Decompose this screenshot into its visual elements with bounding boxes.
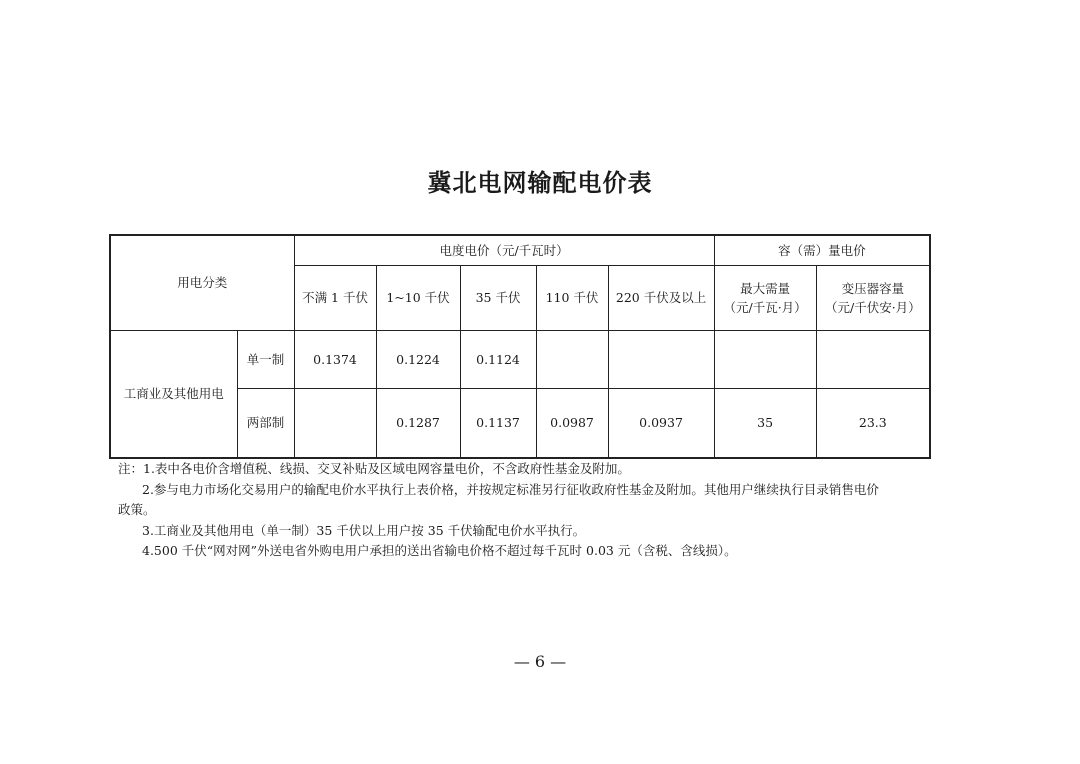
voltage-level-header: 110 千伏 [536, 265, 608, 330]
pricing-system-label: 单一制 [237, 330, 294, 388]
category-header: 用电分类 [110, 235, 294, 330]
document-title: 冀北电网输配电价表 [427, 169, 653, 197]
table-cell: 35 [714, 388, 816, 458]
table-cell [714, 330, 816, 388]
table-cell: 0.0987 [536, 388, 608, 458]
table-cell: 0.0937 [608, 388, 714, 458]
page-number: — 6 — [513, 652, 567, 671]
note-4: 4.500 千伏“网对网”外送电省外购电用户承担的送出省输电价格不超过每千瓦时 0.03 元（含税、含线损）。 [142, 543, 737, 558]
voltage-level-header: 1~10 千伏 [376, 265, 460, 330]
table-cell: 0.1374 [294, 330, 376, 388]
voltage-level-header: 220 千伏及以上 [608, 265, 714, 330]
transformer-capacity-unit: （元/千伏安·月） [824, 299, 921, 315]
row-group-label: 工商业及其他用电 [110, 330, 237, 458]
table-cell [294, 388, 376, 458]
transformer-capacity-label: 变压器容量 [841, 280, 905, 296]
table-cell [816, 330, 930, 388]
note-1: 注：1.表中各电价含增值税、线损、交叉补贴及区域电网容量电价，不含政府性基金及附加。 [118, 461, 630, 476]
table-cell: 0.1124 [460, 330, 536, 388]
price-table [109, 234, 931, 459]
pricing-system-label: 两部制 [237, 388, 294, 458]
note-3: 3.工商业及其他用电（单一制）35 千伏以上用户按 35 千伏输配电价水平执行。 [142, 522, 586, 538]
table-cell: 23.3 [816, 388, 930, 458]
table-cell [608, 330, 714, 388]
max-demand-header [714, 265, 816, 330]
table-notes [118, 459, 948, 562]
note-2-continued: 政策。 [118, 502, 156, 517]
voltage-level-header: 35 千伏 [460, 265, 536, 330]
max-demand-unit: （元/千瓦·月） [723, 299, 807, 315]
table-cell: 0.1137 [460, 388, 536, 458]
table-cell [536, 330, 608, 388]
table-cell: 0.1224 [376, 330, 460, 388]
energy-price-header: 电度电价（元/千瓦时） [294, 235, 714, 265]
transformer-capacity-header [816, 265, 930, 330]
max-demand-label: 最大需量 [740, 280, 791, 296]
voltage-level-header: 不满 1 千伏 [294, 265, 376, 330]
capacity-price-header: 容（需）量电价 [714, 235, 930, 265]
table-cell: 0.1287 [376, 388, 460, 458]
note-2: 2.参与电力市场化交易用户的输配电价水平执行上表价格，并按规定标准另行征收政府性基金及附加。其他用户继续执行目录销售电价 [142, 481, 879, 497]
